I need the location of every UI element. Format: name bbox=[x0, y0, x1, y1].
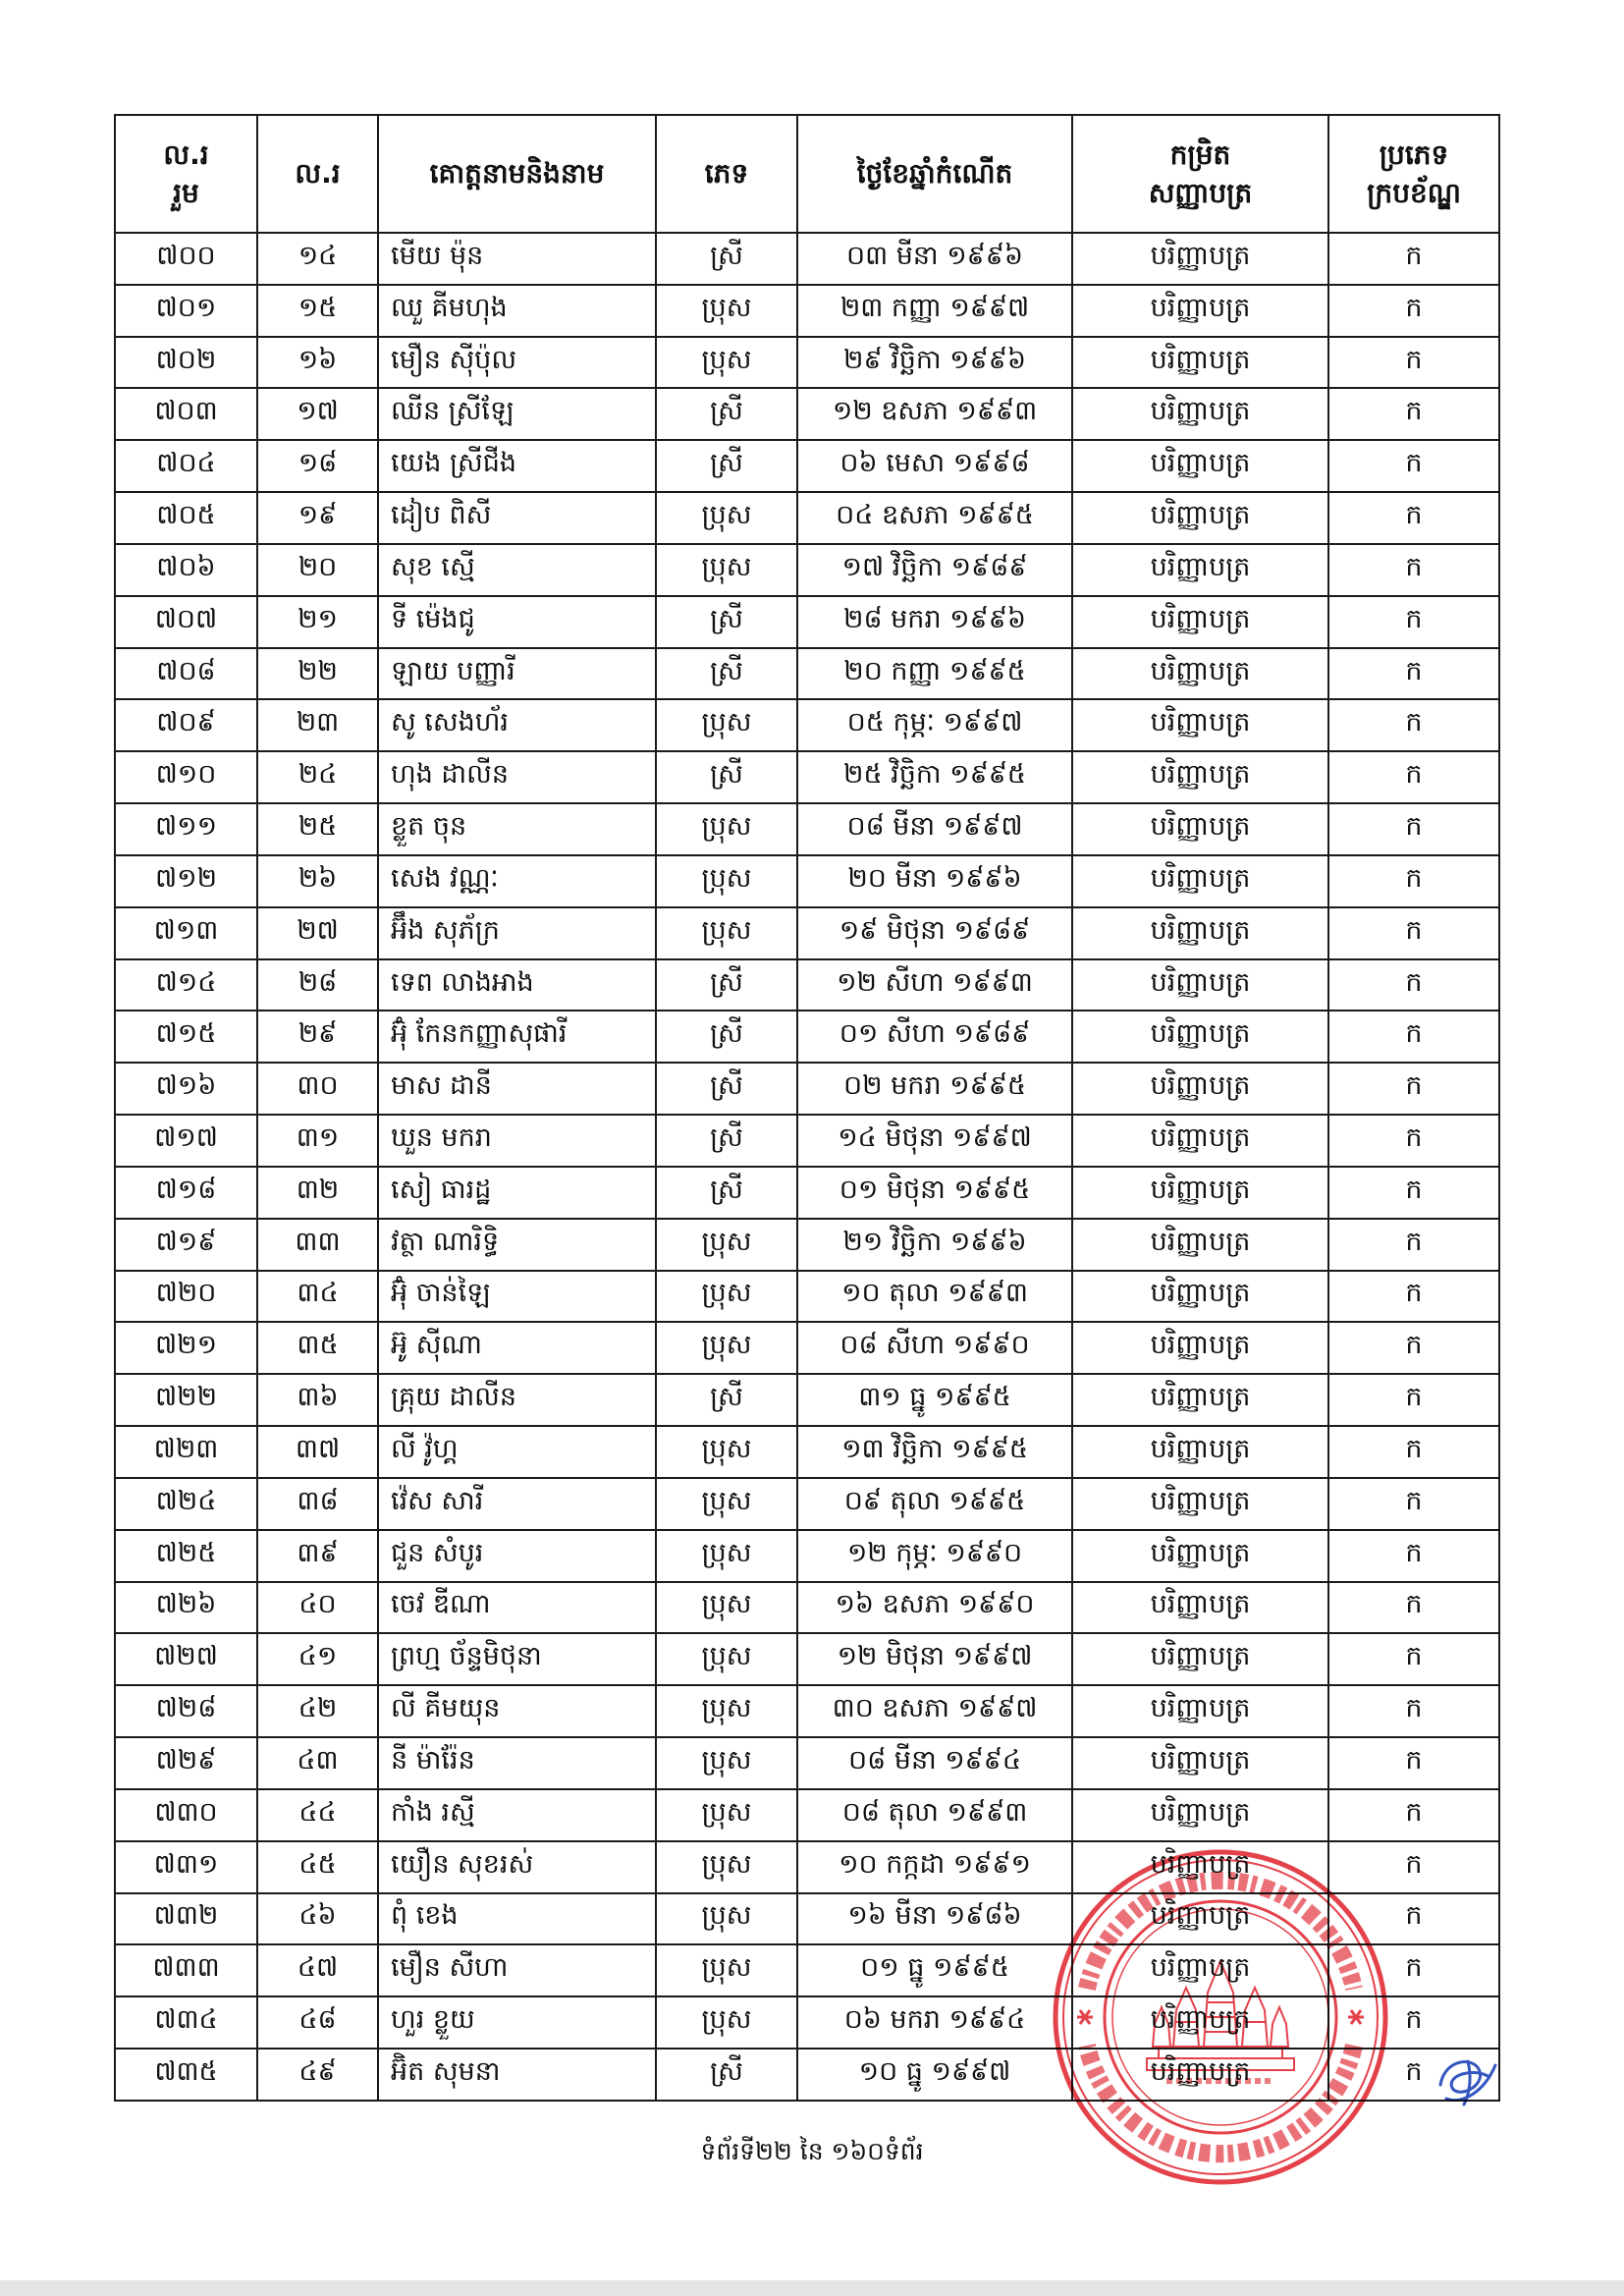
cell-name: លី គីមយុន bbox=[379, 1686, 657, 1738]
cell-category: ក bbox=[1329, 1375, 1500, 1427]
cell-name: ចេវ ឌីណា bbox=[379, 1583, 657, 1635]
cell-no: ៤៥ bbox=[258, 1842, 379, 1894]
cell-dob: ១០ តុលា ១៩៩៣ bbox=[798, 1272, 1073, 1324]
cell-no: ៣៤ bbox=[258, 1272, 379, 1324]
cell-degree: បរិញ្ញាបត្រ bbox=[1073, 1479, 1329, 1531]
cell-degree: បរិញ្ញាបត្រ bbox=[1073, 700, 1329, 752]
cell-no: ៤៨ bbox=[258, 1997, 379, 2050]
cell-degree: បរិញ្ញាបត្រ bbox=[1073, 1945, 1329, 1997]
cell-sex: ស្រី bbox=[657, 234, 798, 286]
cell-name: សៀ ធារដ្ឋ bbox=[379, 1168, 657, 1220]
cell-no: ១៨ bbox=[258, 441, 379, 493]
cell-category: ក bbox=[1329, 2050, 1500, 2102]
cell-sex: ប្រុស bbox=[657, 1323, 798, 1375]
cell-dob: ១០ ធ្នូ ១៩៩៧ bbox=[798, 2050, 1073, 2102]
cell-name: អ៊ិត សុមនា bbox=[379, 2050, 657, 2102]
cell-no-total: ៧១១ bbox=[116, 804, 258, 856]
cell-no-total: ៧១៧ bbox=[116, 1116, 258, 1168]
cell-no: ៤៧ bbox=[258, 1945, 379, 1997]
cell-name: មឿន ស៊ីប៉ុល bbox=[379, 338, 657, 390]
cell-name: មើយ ម៉ុន bbox=[379, 234, 657, 286]
cell-sex: ប្រុស bbox=[657, 908, 798, 960]
cell-category: ក bbox=[1329, 1323, 1500, 1375]
cell-category: ក bbox=[1329, 545, 1500, 597]
cell-category: ក bbox=[1329, 1842, 1500, 1894]
cell-degree: បរិញ្ញាបត្រ bbox=[1073, 234, 1329, 286]
cell-name: ខ្លួត ចុន bbox=[379, 804, 657, 856]
cell-no-total: ៧៣៥ bbox=[116, 2050, 258, 2102]
cell-category: ក bbox=[1329, 1220, 1500, 1272]
cell-no: ៤២ bbox=[258, 1686, 379, 1738]
cell-no-total: ៧២២ bbox=[116, 1375, 258, 1427]
cell-no-total: ៧២០ bbox=[116, 1272, 258, 1324]
cell-no: ៤៩ bbox=[258, 2050, 379, 2102]
cell-degree: បរិញ្ញាបត្រ bbox=[1073, 856, 1329, 908]
cell-degree: បរិញ្ញាបត្រ bbox=[1073, 1323, 1329, 1375]
cell-no-total: ៧១៦ bbox=[116, 1064, 258, 1116]
cell-no-total: ៧០៤ bbox=[116, 441, 258, 493]
cell-dob: ៣០ ឧសភា ១៩៩៧ bbox=[798, 1686, 1073, 1738]
cell-no-total: ៧០២ bbox=[116, 338, 258, 390]
cell-degree: បរិញ្ញាបត្រ bbox=[1073, 1011, 1329, 1064]
cell-no-total: ៧០៦ bbox=[116, 545, 258, 597]
cell-category: ក bbox=[1329, 1894, 1500, 1946]
cell-category: ក bbox=[1329, 1116, 1500, 1168]
cell-no-total: ៧០៨ bbox=[116, 649, 258, 701]
cell-sex: ប្រុស bbox=[657, 545, 798, 597]
cell-category: ក bbox=[1329, 234, 1500, 286]
cell-no: ៣៨ bbox=[258, 1479, 379, 1531]
cell-dob: ០៦ មករា ១៩៩៤ bbox=[798, 1997, 1073, 2050]
page-number: ទំព័រទី២២ នៃ ១៦០ទំព័រ bbox=[700, 2137, 924, 2165]
cell-sex: ស្រី bbox=[657, 649, 798, 701]
cell-no-total: ៧១០ bbox=[116, 752, 258, 804]
cell-name: មាស ដានី bbox=[379, 1064, 657, 1116]
header-no-total: ល.រ រួម bbox=[116, 116, 258, 234]
cell-name: វ៉េស សារី bbox=[379, 1479, 657, 1531]
cell-no: ៤៣ bbox=[258, 1738, 379, 1790]
cell-category: ក bbox=[1329, 649, 1500, 701]
cell-no-total: ៧៣០ bbox=[116, 1790, 258, 1842]
cell-category: ក bbox=[1329, 1427, 1500, 1479]
cell-name: ជួន សំបូរ bbox=[379, 1531, 657, 1583]
cell-category: ក bbox=[1329, 960, 1500, 1012]
cell-dob: ១៦ ឧសភា ១៩៩០ bbox=[798, 1583, 1073, 1635]
cell-sex: ប្រុស bbox=[657, 1634, 798, 1686]
cell-no: ២៥ bbox=[258, 804, 379, 856]
cell-category: ក bbox=[1329, 1531, 1500, 1583]
cell-no: ៣០ bbox=[258, 1064, 379, 1116]
cell-dob: ១៣ វិច្ឆិកា ១៩៩៥ bbox=[798, 1427, 1073, 1479]
cell-dob: ២៩ វិច្ឆិកា ១៩៩៦ bbox=[798, 338, 1073, 390]
cell-sex: ប្រុស bbox=[657, 1945, 798, 1997]
cell-sex: ប្រុស bbox=[657, 1997, 798, 2050]
cell-name: ហួរ ខ្លួយ bbox=[379, 1997, 657, 2050]
candidate-table bbox=[114, 114, 1500, 2102]
cell-no: ១៧ bbox=[258, 389, 379, 441]
cell-no: ២០ bbox=[258, 545, 379, 597]
cell-name: ហុង ដាលីន bbox=[379, 752, 657, 804]
cell-sex: ស្រី bbox=[657, 1064, 798, 1116]
cell-no-total: ៧០៣ bbox=[116, 389, 258, 441]
cell-sex: ប្រុស bbox=[657, 493, 798, 545]
cell-degree: បរិញ្ញាបត្រ bbox=[1073, 1842, 1329, 1894]
cell-sex: ស្រី bbox=[657, 389, 798, 441]
cell-category: ក bbox=[1329, 908, 1500, 960]
cell-no-total: ៧២៣ bbox=[116, 1427, 258, 1479]
cell-dob: ២០ មីនា ១៩៩៦ bbox=[798, 856, 1073, 908]
cell-name: គ្រុយ ដាលីន bbox=[379, 1375, 657, 1427]
cell-degree: បរិញ្ញាបត្រ bbox=[1073, 338, 1329, 390]
cell-no-total: ៧០៥ bbox=[116, 493, 258, 545]
cell-category: ក bbox=[1329, 597, 1500, 649]
cell-sex: ស្រី bbox=[657, 597, 798, 649]
cell-no-total: ៧០៧ bbox=[116, 597, 258, 649]
cell-sex: ស្រី bbox=[657, 960, 798, 1012]
cell-no-total: ៧២៤ bbox=[116, 1479, 258, 1531]
cell-degree: បរិញ្ញាបត្រ bbox=[1073, 545, 1329, 597]
cell-category: ក bbox=[1329, 1168, 1500, 1220]
cell-sex: ស្រី bbox=[657, 1375, 798, 1427]
cell-category: ក bbox=[1329, 1997, 1500, 2050]
cell-dob: ០៨ តុលា ១៩៩៣ bbox=[798, 1790, 1073, 1842]
cell-category: ក bbox=[1329, 1945, 1500, 1997]
cell-degree: បរិញ្ញាបត្រ bbox=[1073, 441, 1329, 493]
header-dob: ថ្ងៃខែឆ្នាំកំណើត bbox=[798, 116, 1073, 234]
cell-dob: ២៨ មករា ១៩៩៦ bbox=[798, 597, 1073, 649]
cell-no: ៣៦ bbox=[258, 1375, 379, 1427]
cell-name: មឿន សីហា bbox=[379, 1945, 657, 1997]
cell-dob: ១៦ មីនា ១៩៨៦ bbox=[798, 1894, 1073, 1946]
cell-sex: ប្រុស bbox=[657, 1531, 798, 1583]
cell-no: ៤១ bbox=[258, 1634, 379, 1686]
cell-category: ក bbox=[1329, 1479, 1500, 1531]
cell-dob: ១២ ឧសភា ១៩៩៣ bbox=[798, 389, 1073, 441]
cell-degree: បរិញ្ញាបត្រ bbox=[1073, 1634, 1329, 1686]
cell-dob: ០៨ សីហា ១៩៩០ bbox=[798, 1323, 1073, 1375]
cell-no-total: ៧១៣ bbox=[116, 908, 258, 960]
cell-dob: ១២ មិថុនា ១៩៩៧ bbox=[798, 1634, 1073, 1686]
header-category: ប្រភេទ ក្របខ័ណ្ឌ bbox=[1329, 116, 1500, 234]
cell-name: អ៊ុំ ចាន់ឡៃ bbox=[379, 1272, 657, 1324]
cell-degree: បរិញ្ញាបត្រ bbox=[1073, 752, 1329, 804]
cell-dob: ០៨ មីនា ១៩៩៧ bbox=[798, 804, 1073, 856]
cell-degree: បរិញ្ញាបត្រ bbox=[1073, 1583, 1329, 1635]
cell-degree: បរិញ្ញាបត្រ bbox=[1073, 908, 1329, 960]
cell-category: ក bbox=[1329, 1583, 1500, 1635]
cell-no-total: ៧១២ bbox=[116, 856, 258, 908]
cell-no: ២៤ bbox=[258, 752, 379, 804]
cell-degree: បរិញ្ញាបត្រ bbox=[1073, 1375, 1329, 1427]
cell-no: ១៩ bbox=[258, 493, 379, 545]
cell-name: អ៊ុំ កែនកញ្ញាសុផារី bbox=[379, 1011, 657, 1064]
cell-degree: បរិញ្ញាបត្រ bbox=[1073, 2050, 1329, 2102]
cell-sex: ប្រុស bbox=[657, 1790, 798, 1842]
cell-no: ៣៩ bbox=[258, 1531, 379, 1583]
cell-no: ៣៣ bbox=[258, 1220, 379, 1272]
cell-dob: ២៥ វិច្ឆិកា ១៩៩៥ bbox=[798, 752, 1073, 804]
cell-no-total: ៧៣១ bbox=[116, 1842, 258, 1894]
cell-category: ក bbox=[1329, 441, 1500, 493]
cell-degree: បរិញ្ញាបត្រ bbox=[1073, 1997, 1329, 2050]
cell-no: ៤០ bbox=[258, 1583, 379, 1635]
cell-dob: ១២ សីហា ១៩៩៣ bbox=[798, 960, 1073, 1012]
cell-no-total: ៧១៥ bbox=[116, 1011, 258, 1064]
cell-name: សុខ ស្មើ bbox=[379, 545, 657, 597]
cell-category: ក bbox=[1329, 700, 1500, 752]
cell-degree: បរិញ្ញាបត្រ bbox=[1073, 1272, 1329, 1324]
cell-degree: បរិញ្ញាបត្រ bbox=[1073, 493, 1329, 545]
cell-no-total: ៧១៤ bbox=[116, 960, 258, 1012]
cell-no-total: ៧១៩ bbox=[116, 1220, 258, 1272]
cell-degree: បរិញ្ញាបត្រ bbox=[1073, 1790, 1329, 1842]
cell-name: លី វ៉ូហ្គ bbox=[379, 1427, 657, 1479]
cell-name: ពុំ ខេង bbox=[379, 1894, 657, 1946]
cell-no: ១៤ bbox=[258, 234, 379, 286]
cell-dob: ២៣ កញ្ញា ១៩៩៧ bbox=[798, 286, 1073, 338]
cell-category: ក bbox=[1329, 752, 1500, 804]
cell-no: ២៩ bbox=[258, 1011, 379, 1064]
cell-no-total: ៧០៩ bbox=[116, 700, 258, 752]
cell-sex: ប្រុស bbox=[657, 286, 798, 338]
cell-name: ព្រហ្ម ច័ន្ទមិថុនា bbox=[379, 1634, 657, 1686]
cell-category: ក bbox=[1329, 804, 1500, 856]
cell-dob: ០៦ មេសា ១៩៩៨ bbox=[798, 441, 1073, 493]
cell-dob: ០១ ធ្នូ ១៩៩៥ bbox=[798, 1945, 1073, 1997]
cell-name: សេង វណ្ណៈ bbox=[379, 856, 657, 908]
cell-no: ៤៤ bbox=[258, 1790, 379, 1842]
cell-no: ៣២ bbox=[258, 1168, 379, 1220]
cell-category: ក bbox=[1329, 389, 1500, 441]
cell-degree: បរិញ្ញាបត្រ bbox=[1073, 1064, 1329, 1116]
cell-category: ក bbox=[1329, 856, 1500, 908]
cell-no-total: ៧០១ bbox=[116, 286, 258, 338]
cell-no-total: ៧២៥ bbox=[116, 1531, 258, 1583]
cell-dob: ១០ កក្កដា ១៩៩១ bbox=[798, 1842, 1073, 1894]
scan-edge bbox=[0, 2280, 1624, 2296]
cell-dob: ១៤ មិថុនា ១៩៩៧ bbox=[798, 1116, 1073, 1168]
cell-degree: បរិញ្ញាបត្រ bbox=[1073, 1738, 1329, 1790]
cell-degree: បរិញ្ញាបត្រ bbox=[1073, 1220, 1329, 1272]
cell-degree: បរិញ្ញាបត្រ bbox=[1073, 1686, 1329, 1738]
cell-category: ក bbox=[1329, 1011, 1500, 1064]
cell-sex: ស្រី bbox=[657, 1116, 798, 1168]
cell-no: ២១ bbox=[258, 597, 379, 649]
cell-no-total: ៧២៧ bbox=[116, 1634, 258, 1686]
cell-no: ១៥ bbox=[258, 286, 379, 338]
cell-name: កាំង រស្មី bbox=[379, 1790, 657, 1842]
cell-dob: ១២ កុម្ភៈ ១៩៩០ bbox=[798, 1531, 1073, 1583]
cell-no-total: ៧០០ bbox=[116, 234, 258, 286]
cell-sex: ប្រុស bbox=[657, 1220, 798, 1272]
cell-dob: ០១ មិថុនា ១៩៩៥ bbox=[798, 1168, 1073, 1220]
cell-no: ៣៧ bbox=[258, 1427, 379, 1479]
cell-no-total: ៧២៦ bbox=[116, 1583, 258, 1635]
cell-sex: ស្រី bbox=[657, 2050, 798, 2102]
cell-degree: បរិញ្ញាបត្រ bbox=[1073, 597, 1329, 649]
cell-degree: បរិញ្ញាបត្រ bbox=[1073, 649, 1329, 701]
cell-no: ៤៦ bbox=[258, 1894, 379, 1946]
cell-no: ២៣ bbox=[258, 700, 379, 752]
cell-sex: ប្រុស bbox=[657, 856, 798, 908]
cell-sex: ប្រុស bbox=[657, 1842, 798, 1894]
cell-no: ២២ bbox=[258, 649, 379, 701]
cell-sex: ស្រី bbox=[657, 1011, 798, 1064]
cell-sex: ស្រី bbox=[657, 441, 798, 493]
cell-sex: ប្រុស bbox=[657, 1583, 798, 1635]
cell-category: ក bbox=[1329, 1790, 1500, 1842]
cell-name: ឈីន ស្រីឡែ bbox=[379, 389, 657, 441]
cell-sex: ប្រុស bbox=[657, 1738, 798, 1790]
cell-degree: បរិញ្ញាបត្រ bbox=[1073, 960, 1329, 1012]
cell-dob: ០៥ កុម្ភៈ ១៩៩៧ bbox=[798, 700, 1073, 752]
cell-degree: បរិញ្ញាបត្រ bbox=[1073, 1894, 1329, 1946]
cell-no: ២៨ bbox=[258, 960, 379, 1012]
cell-dob: ១៧ វិច្ឆិកា ១៩៨៩ bbox=[798, 545, 1073, 597]
cell-dob: ០១ សីហា ១៩៨៩ bbox=[798, 1011, 1073, 1064]
cell-category: ក bbox=[1329, 286, 1500, 338]
cell-no: ២៦ bbox=[258, 856, 379, 908]
cell-category: ក bbox=[1329, 1064, 1500, 1116]
cell-sex: ប្រុស bbox=[657, 700, 798, 752]
cell-name: ដៀប ពិសី bbox=[379, 493, 657, 545]
cell-name: ឃួន មករា bbox=[379, 1116, 657, 1168]
header-name: គោត្តនាមនិងនាម bbox=[379, 116, 657, 234]
cell-category: ក bbox=[1329, 1686, 1500, 1738]
cell-dob: ០៤ ឧសភា ១៩៩៥ bbox=[798, 493, 1073, 545]
cell-name: អ៊ូ ស៊ីណា bbox=[379, 1323, 657, 1375]
cell-dob: ០២ មករា ១៩៩៥ bbox=[798, 1064, 1073, 1116]
cell-category: ក bbox=[1329, 1634, 1500, 1686]
cell-dob: ០៣ មីនា ១៩៩៦ bbox=[798, 234, 1073, 286]
cell-name: សូ សេងហ័រ bbox=[379, 700, 657, 752]
cell-name: នី ម៉ារ៉ែន bbox=[379, 1738, 657, 1790]
cell-category: ក bbox=[1329, 1272, 1500, 1324]
cell-no-total: ៧៣២ bbox=[116, 1894, 258, 1946]
cell-name: ទេព លាងអាង bbox=[379, 960, 657, 1012]
cell-no: ៣១ bbox=[258, 1116, 379, 1168]
cell-sex: ប្រុស bbox=[657, 338, 798, 390]
cell-dob: ២០ កញ្ញា ១៩៩៥ bbox=[798, 649, 1073, 701]
cell-no-total: ៧១៨ bbox=[116, 1168, 258, 1220]
cell-no-total: ៧២៩ bbox=[116, 1738, 258, 1790]
cell-sex: ប្រុស bbox=[657, 1479, 798, 1531]
cell-no: ៣៥ bbox=[258, 1323, 379, 1375]
cell-degree: បរិញ្ញាបត្រ bbox=[1073, 1427, 1329, 1479]
cell-no-total: ៧២១ bbox=[116, 1323, 258, 1375]
cell-no: ១៦ bbox=[258, 338, 379, 390]
cell-category: ក bbox=[1329, 493, 1500, 545]
cell-sex: ប្រុស bbox=[657, 804, 798, 856]
cell-name: អ៊ឹង សុភ័ក្រ bbox=[379, 908, 657, 960]
cell-dob: ៣១ ធ្នូ ១៩៩៥ bbox=[798, 1375, 1073, 1427]
cell-no-total: ៧៣៤ bbox=[116, 1997, 258, 2050]
cell-no: ២៧ bbox=[258, 908, 379, 960]
cell-no-total: ៧២៨ bbox=[116, 1686, 258, 1738]
header-degree: កម្រិត សញ្ញាបត្រ bbox=[1073, 116, 1329, 234]
cell-name: វត្ថា ណារិទ្ធិ bbox=[379, 1220, 657, 1272]
cell-degree: បរិញ្ញាបត្រ bbox=[1073, 1116, 1329, 1168]
header-no: ល.រ bbox=[258, 116, 379, 234]
cell-name: យឿន សុខរស់ bbox=[379, 1842, 657, 1894]
cell-dob: ០៩ តុលា ១៩៩៥ bbox=[798, 1479, 1073, 1531]
cell-degree: បរិញ្ញាបត្រ bbox=[1073, 1531, 1329, 1583]
cell-dob: ២១ វិច្ឆិកា ១៩៩៦ bbox=[798, 1220, 1073, 1272]
cell-category: ក bbox=[1329, 1738, 1500, 1790]
cell-degree: បរិញ្ញាបត្រ bbox=[1073, 286, 1329, 338]
cell-dob: ១៩ មិថុនា ១៩៨៩ bbox=[798, 908, 1073, 960]
header-sex: ភេទ bbox=[657, 116, 798, 234]
cell-sex: ប្រុស bbox=[657, 1686, 798, 1738]
cell-degree: បរិញ្ញាបត្រ bbox=[1073, 1168, 1329, 1220]
cell-degree: បរិញ្ញាបត្រ bbox=[1073, 389, 1329, 441]
cell-sex: ប្រុស bbox=[657, 1427, 798, 1479]
cell-name: យេង ស្រីជីង bbox=[379, 441, 657, 493]
cell-name: ទី ម៉េងជូ bbox=[379, 597, 657, 649]
cell-degree: បរិញ្ញាបត្រ bbox=[1073, 804, 1329, 856]
cell-dob: ០៨ មីនា ១៩៩៤ bbox=[798, 1738, 1073, 1790]
cell-sex: ស្រី bbox=[657, 752, 798, 804]
cell-sex: ប្រុស bbox=[657, 1894, 798, 1946]
cell-sex: ប្រុស bbox=[657, 1272, 798, 1324]
cell-no-total: ៧៣៣ bbox=[116, 1945, 258, 1997]
cell-name: ឈួ គីមហុង bbox=[379, 286, 657, 338]
cell-name: ឡាយ បញ្ញារី bbox=[379, 649, 657, 701]
cell-category: ក bbox=[1329, 338, 1500, 390]
cell-sex: ស្រី bbox=[657, 1168, 798, 1220]
